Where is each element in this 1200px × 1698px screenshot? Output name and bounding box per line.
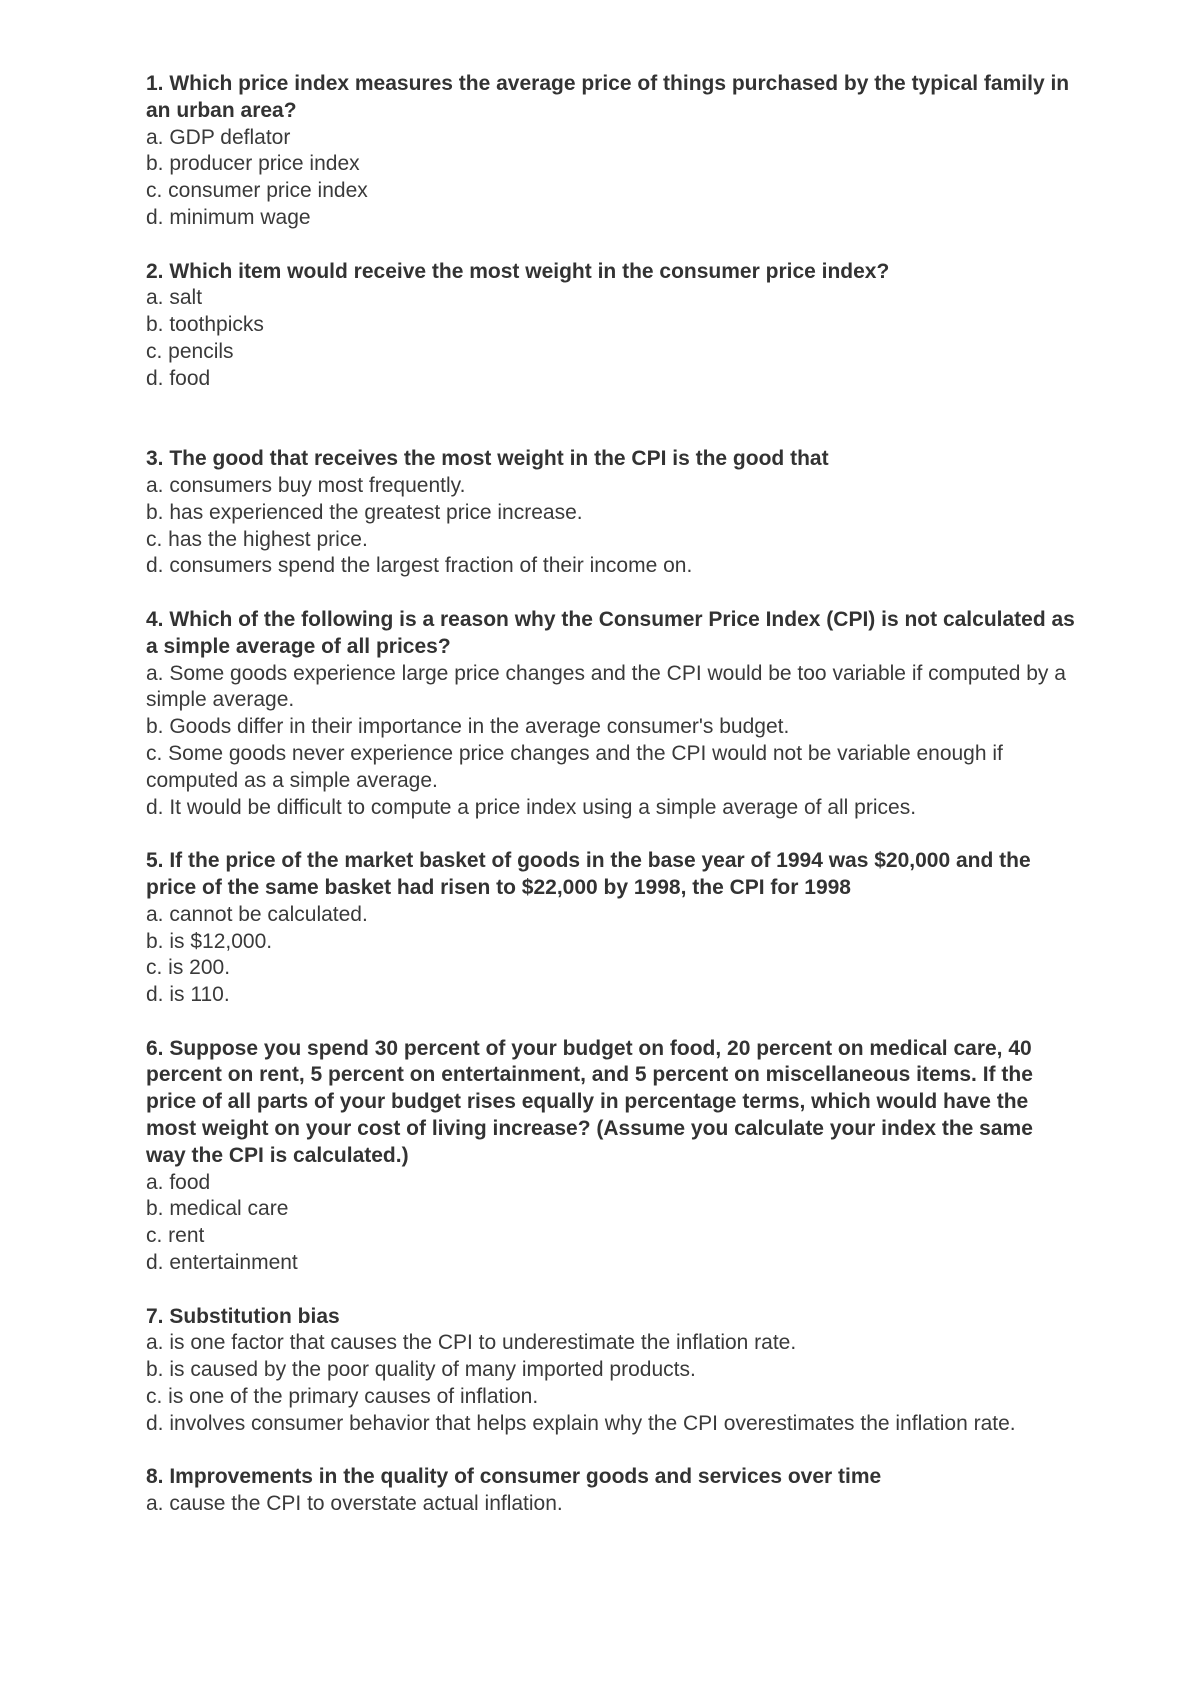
answer-option: b. is caused by the poor quality of many imported products.	[146, 1358, 696, 1382]
question-text: 5. If the price of the market basket of goods in the base year of 1994 was $20,000 and the price of the same basket had risen to $22,000 by 1998, the CPI for 1998	[146, 849, 1031, 899]
question-2	[146, 259, 1076, 393]
answer-option: b. Goods differ in their importance in the average consumer's budget.	[146, 715, 790, 739]
answer-option: d. minimum wage	[146, 205, 311, 229]
question-text: 1. Which price index measures the average price of things purchased by the typical family in an urban area?	[146, 72, 1070, 122]
answer-option: b. producer price index	[146, 152, 360, 176]
answer-option: c. is one of the primary causes of inflation.	[146, 1385, 539, 1409]
answer-option: c. has the highest price.	[146, 527, 368, 551]
answer-option: a. is one factor that causes the CPI to underestimate the inflation rate.	[146, 1331, 797, 1355]
question-text: 7. Substitution bias	[146, 1304, 340, 1328]
answer-options	[146, 1330, 1076, 1437]
answer-option: d. involves consumer behavior that helps explain why the CPI overestimates the inflation rate.	[146, 1411, 1016, 1435]
answer-options	[146, 1170, 1076, 1277]
answer-options	[146, 661, 1076, 822]
question-text: 4. Which of the following is a reason why the Consumer Price Index (CPI) is not calculated as a simple average of all prices?	[146, 607, 1075, 658]
question-text: 2. Which item would receive the most weight in the consumer price index?	[146, 259, 890, 283]
answer-option: d. It would be difficult to compute a price index using a simple average of all prices.	[146, 795, 917, 819]
answer-option: b. toothpicks	[146, 313, 264, 337]
answer-option: c. rent	[146, 1224, 205, 1248]
answer-option: d. consumers spend the largest fraction of their income on.	[146, 554, 693, 578]
answer-option: a. Some goods experience large price changes and the CPI would be too variable if computed by a simple average.	[146, 661, 1066, 712]
answer-option: c. Some goods never experience price changes and the CPI would not be variable enough if computed as a simple average.	[146, 741, 1003, 792]
answer-option: d. is 110.	[146, 983, 230, 1007]
answer-option: a. cannot be calculated.	[146, 902, 368, 926]
answer-options	[146, 902, 1076, 1009]
question-4	[146, 607, 1076, 821]
answer-option: b. has experienced the greatest price increase.	[146, 500, 583, 524]
question-text: 8. Improvements in the quality of consumer goods and services over time	[146, 1465, 882, 1489]
answer-option: c. consumer price index	[146, 179, 368, 203]
answer-option: a. salt	[146, 286, 203, 310]
answer-option: c. is 200.	[146, 956, 231, 980]
answer-option: d. food	[146, 366, 211, 390]
answer-options	[146, 285, 1076, 392]
answer-option: a. food	[146, 1170, 211, 1194]
question-text: 6. Suppose you spend 30 percent of your budget on food, 20 percent on medical care, 40 percent on rent, 5 percent on entertainment, and 5 percent on miscellaneous items. If the price of all parts of your budget rises equally in percentage terms, which would have the most weight on your cost of living increase? (Assume you calculate your index the same way the CPI is calculated.)	[146, 1036, 1033, 1167]
answer-option: a. cause the CPI to overstate actual inflation.	[146, 1492, 563, 1516]
question-3	[146, 446, 1076, 580]
question-1	[146, 71, 1076, 232]
answer-options	[146, 1491, 1076, 1518]
quiz-document	[146, 71, 1076, 1545]
answer-option: a. GDP deflator	[146, 125, 291, 149]
question-8	[146, 1464, 1076, 1518]
answer-option: a. consumers buy most frequently.	[146, 473, 466, 497]
question-5	[146, 848, 1076, 1009]
answer-option: c. pencils	[146, 339, 234, 363]
answer-options	[146, 125, 1076, 232]
question-text: 3. The good that receives the most weight in the CPI is the good that	[146, 447, 829, 471]
question-7	[146, 1304, 1076, 1438]
answer-option: d. entertainment	[146, 1251, 298, 1275]
answer-option: b. is $12,000.	[146, 929, 273, 953]
answer-options	[146, 473, 1076, 580]
answer-option: b. medical care	[146, 1197, 289, 1221]
question-6	[146, 1036, 1076, 1277]
